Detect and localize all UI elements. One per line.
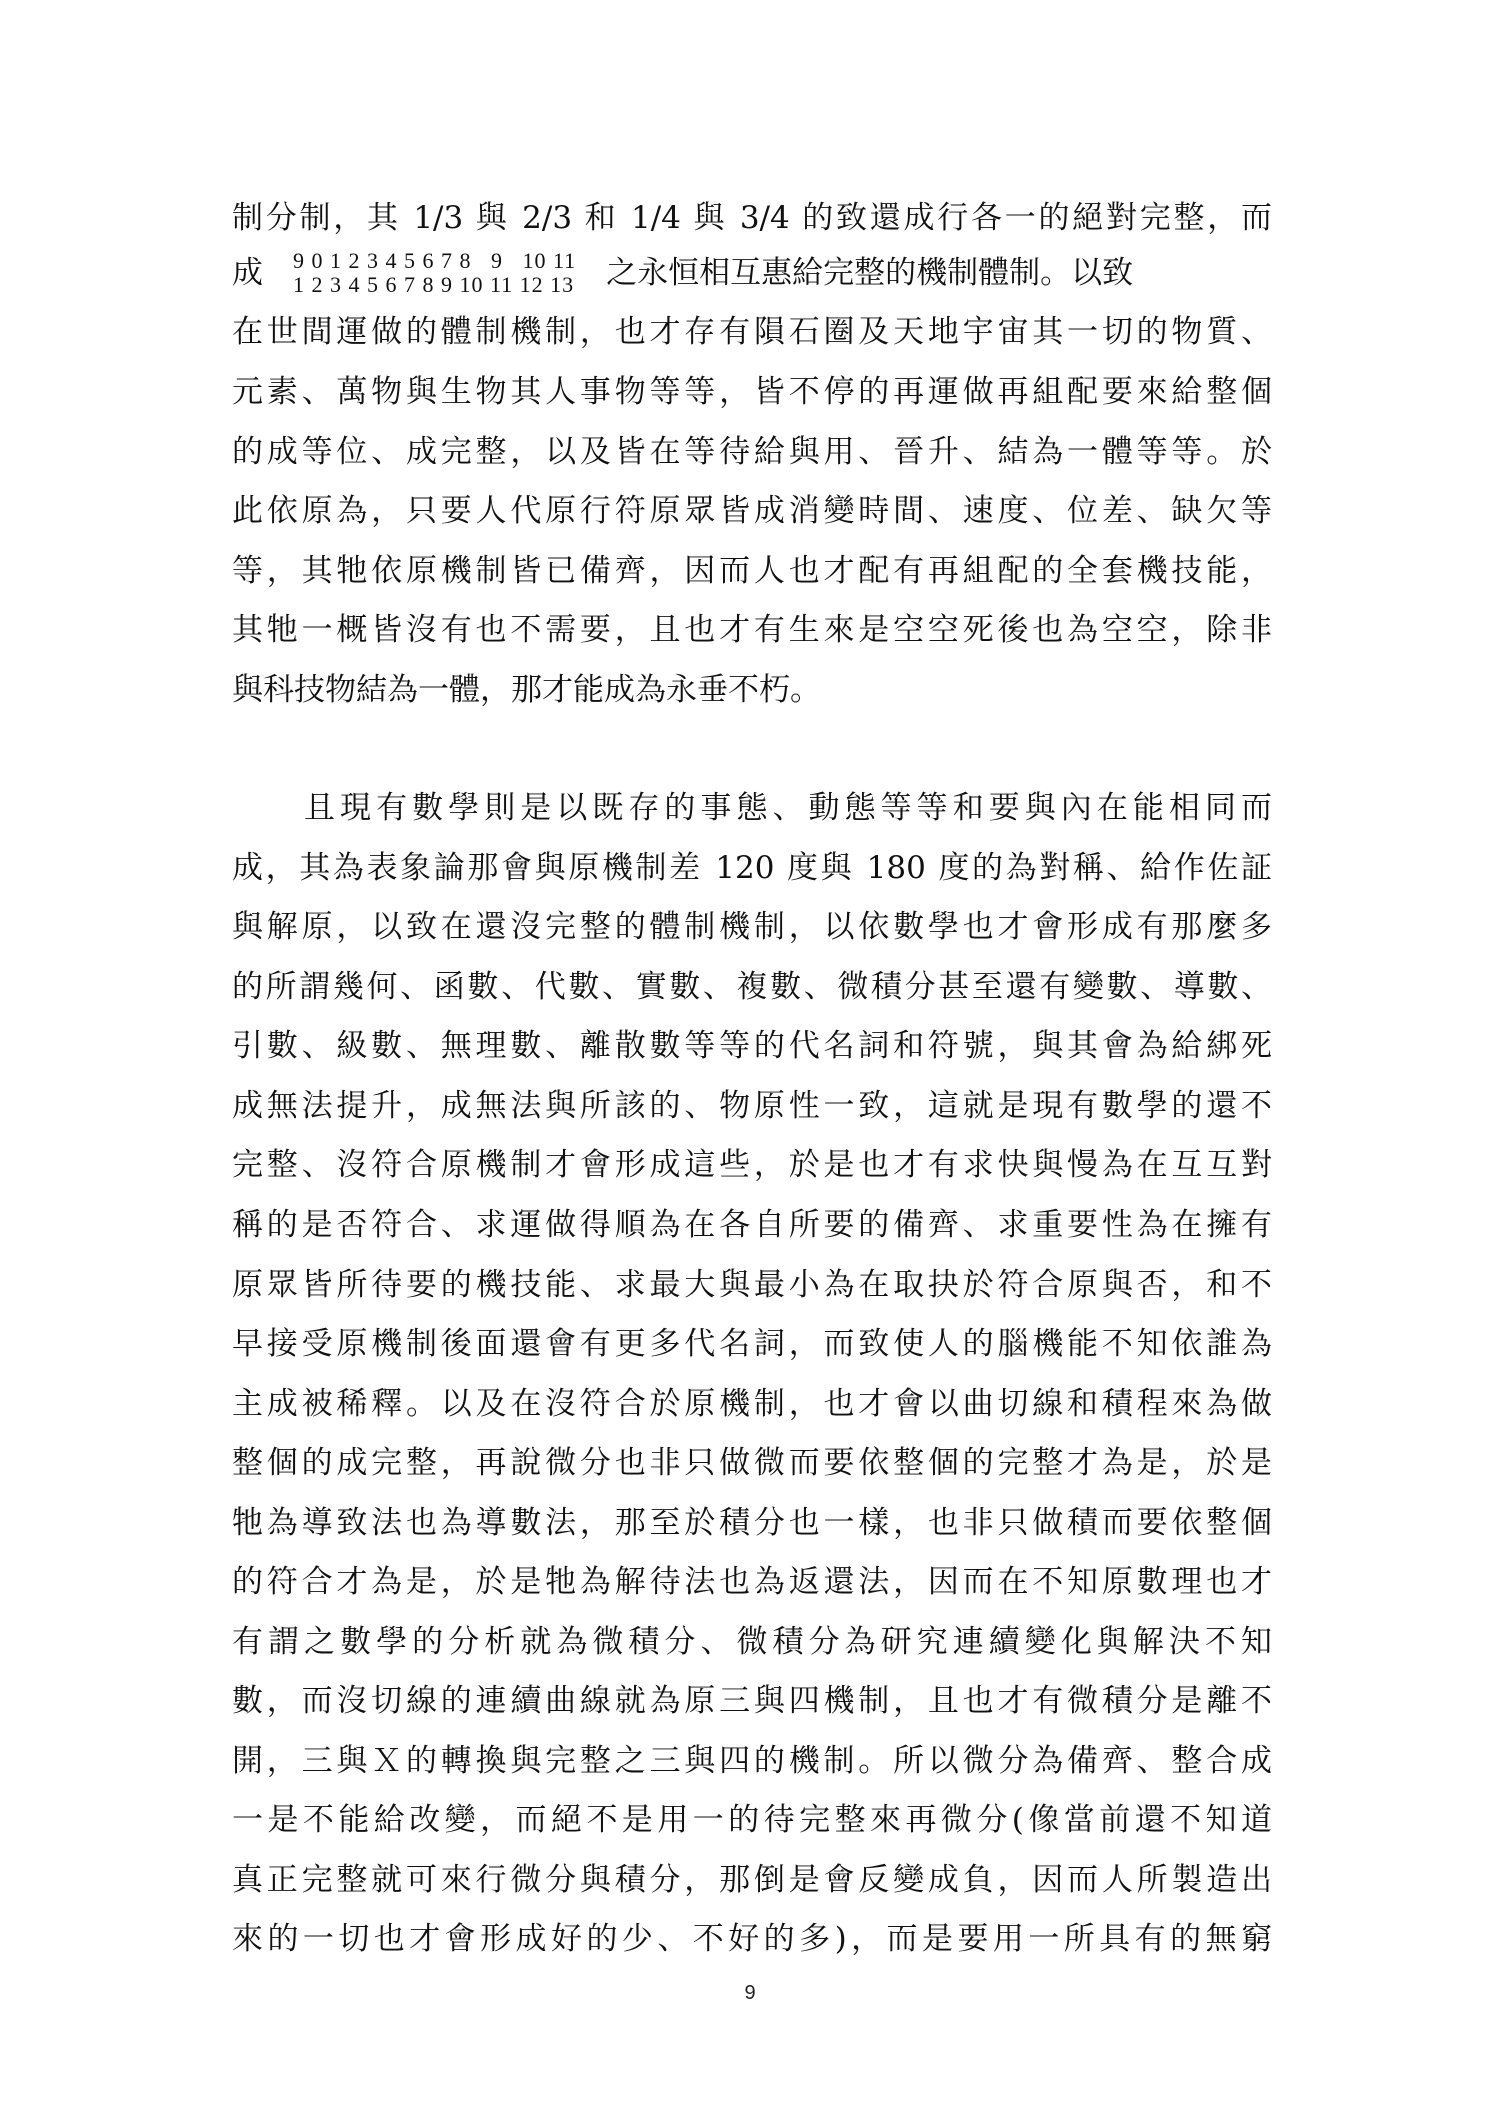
paragraph-2-line-4: 的所謂幾何、函數、代數、實數、複數、微積分甚至還有變數、導數、 [232,969,1272,1005]
formula-prefix: 成 [232,255,263,291]
page-number: 9 [744,1982,756,2004]
paragraph-1-line-6: 等，其牠依原機制皆已備齊，因而人也才配有再組配的全套機技能， [232,553,1272,589]
formula-bottom-row: 1 2 3 4 5 6 7 8 9 10 11 12 13 [293,272,575,297]
paragraph-1-line-5: 此依原為，只要人代原行符原眾皆成消變時間、速度、位差、缺欠等 [232,493,1272,529]
paragraph-2-line-2: 成，其為表象論那會與原機制差 120 度與 180 度的為對稱、給作佐証 [232,850,1272,886]
paragraph-2-line-17: 開，三與Ｘ的轉換與完整之三與四的機制。所以微分為備齊、整合成 [232,1743,1272,1779]
formula-suffix: 之永恒相互惠給完整的機制體制。以致 [606,255,1134,291]
paragraph-2-line-19: 真正完整就可來行微分與積分，那倒是會反變成負，因而人所製造出 [232,1862,1272,1898]
paragraph-2-line-3: 與解原，以致在還沒完整的體制機制，以依數學也才會形成有那麼多 [232,909,1272,945]
formula-top-row: 9 0 1 2 3 4 5 6 7 8 9 10 11 [293,248,577,273]
paragraph-2-line-7: 完整、沒符合原機制才會形成這些，於是也才有求快與慢為在互互對 [232,1147,1272,1183]
paragraph-2-line-20: 來的一切也才會形成好的少、不好的多)，而是要用一所具有的無窮 [232,1921,1272,1957]
paragraph-1-line-2: 在世間運做的體制機制，也才存有隕石圈及天地宇宙其一切的物質、 [232,314,1272,350]
paragraph-2-line-8: 稱的是否符合、求運做得順為在各自所要的備齊、求重要性為在擁有 [232,1207,1272,1243]
paragraph-2-line-1: 且現有數學則是以既存的事態、動態等等和要與內在能相同而 [304,790,1272,826]
paragraph-1-line-7: 其牠一概皆沒有也不需要，且也才有生來是空空死後也為空空，除非 [232,612,1272,648]
paragraph-2-line-18: 一是不能給改變，而絕不是用一的待完整來再微分(像當前還不知道 [232,1802,1272,1838]
paragraph-2-line-10: 早接受原機制後面還會有更多代名詞，而致使人的腦機能不知依誰為 [232,1326,1272,1362]
paragraph-2-line-5: 引數、級數、無理數、離散數等等的代名詞和符號，與其會為給綁死 [232,1028,1272,1064]
paragraph-2-line-11: 主成被稀釋。以及在沒符合於原機制，也才會以曲切線和積程來為做 [232,1386,1272,1422]
paragraph-2-line-15: 有謂之數學的分析就為微積分、微積分為研究連續變化與解決不知 [232,1624,1272,1660]
paragraph-2-line-9: 原眾皆所待要的機技能、求最大與最小為在取抉於符合原與否，和不 [232,1267,1272,1303]
paragraph-1-line-8: 與科技物結為一體，那才能成為永垂不朽。 [232,672,821,708]
paragraph-2-line-6: 成無法提升，成無法與所該的、物原性一致，這就是現有數學的還不 [232,1088,1272,1124]
paragraph-2-line-12: 整個的成完整，再說微分也非只做微而要依整個的完整才為是，於是 [232,1445,1272,1481]
index-mapping-formula [293,249,576,297]
paragraph-1-formula-line [232,248,1272,298]
paragraph-1-line-4: 的成等位、成完整，以及皆在等待給與用、晉升、結為一體等等。於 [232,434,1272,470]
paragraph-1-line-1: 制分制，其 1/3 與 2/3 和 1/4 與 3/4 的致還成行各一的絕對完整，而 [232,200,1272,236]
paragraph-1-line-3: 元素、萬物與生物其人事物等等，皆不停的再運做再組配要來給整個 [232,374,1272,410]
paragraph-2-line-14: 的符合才為是，於是牠為解待法也為返還法，因而在不知原數理也才 [232,1564,1272,1600]
paragraph-2-line-13: 牠為導致法也為導數法，那至於積分也一樣，也非只做積而要依整個 [232,1505,1272,1541]
paragraph-2-line-16: 數，而沒切線的連續曲線就為原三與四機制，且也才有微積分是離不 [232,1683,1272,1719]
